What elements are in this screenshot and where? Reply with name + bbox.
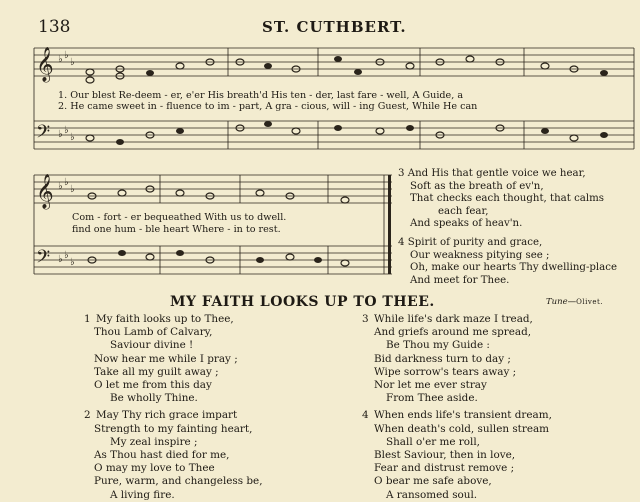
svg-text:♭: ♭ <box>58 181 63 192</box>
hymn2-left-column <box>84 313 334 502</box>
hymn2-right-column <box>362 313 632 502</box>
hymn2-title: MY FAITH LOOKS UP TO THEE. <box>170 294 435 310</box>
svg-text:♭: ♭ <box>70 257 75 268</box>
hymn2-verse-1: 1 My faith looks up to Thee, Thou Lamb of Calvary, Saviour divine ! Now hear me while I pray ; Take all my guilt away ; O let me from this day Be wholly Thine. <box>84 313 238 405</box>
svg-text:♭: ♭ <box>64 50 69 61</box>
bass-clef-icon: 𝄢 <box>36 122 51 147</box>
svg-text:𝄢: 𝄢 <box>36 247 51 272</box>
page-number: 138 <box>38 17 71 37</box>
hymn1-line2-verse2: find one hum - ble heart Where - in to rest. <box>72 224 281 235</box>
svg-text:♭: ♭ <box>70 184 75 195</box>
hymn1-line1-verse1: 1. Our blest Re-deem - er, e'er His breath'd His ten - der, last fare - well, A Guide, a <box>58 90 464 101</box>
hymn2-verse-4: 4 When ends life's transient dream, When death's cold, sullen stream Shall o'er me roll, Blest Saviour, then in love, Fear and distrust remove ; O bear me safe above, A ransomed soul. <box>362 409 552 501</box>
hymn1-verse-3: 3 And His that gentle voice we hear, Soft as the breath of ev'n, That checks each thought, that calms each fear, And speaks of heav'n. <box>398 168 605 230</box>
tune-label: Tune—Olivet. <box>546 297 604 307</box>
hymn1-title: ST. CUTHBERT. <box>262 18 407 36</box>
svg-text:♭: ♭ <box>58 54 63 65</box>
hymn2-verse-3: 3 While life's dark maze I tread, And griefs around me spread, Be Thou my Guide : Bid darkness turn to day ; Wipe sorrow's tears away ; Nor let me ever stray From Thee aside. <box>362 313 533 405</box>
svg-text:♭: ♭ <box>64 125 69 136</box>
hymn1-extra-verses <box>398 168 634 287</box>
hymn1-line1-verse2: 2. He came sweet in - fluence to im - part, A gra - cious, will - ing Guest, While He can <box>58 101 478 112</box>
hymn2-verse-2: 2 May Thy rich grace impart Strength to my fainting heart, My zeal inspire ; As Thou hast died for me, O may my love to Thee Pure, warm, and changeless be, A living fire. <box>84 409 263 501</box>
svg-text:♭: ♭ <box>70 132 75 143</box>
svg-text:♭: ♭ <box>58 129 63 140</box>
tune-name: Olivet. <box>576 298 604 306</box>
svg-text:♭: ♭ <box>58 254 63 265</box>
svg-text:♭: ♭ <box>64 250 69 261</box>
hymn1-verse-4: 4 Spirit of purity and grace, Our weakness pitying see ; Oh, make our hearts Thy dwelling-place And meet for Thee. <box>398 236 617 286</box>
svg-text:♭: ♭ <box>64 177 69 188</box>
hymn1-line2-verse1: Com - fort - er bequeathed With us to dwell. <box>72 212 287 223</box>
treble-clef-icon: 𝄞 <box>36 47 54 82</box>
svg-text:𝄞: 𝄞 <box>36 174 54 209</box>
svg-text:♭: ♭ <box>70 57 75 68</box>
